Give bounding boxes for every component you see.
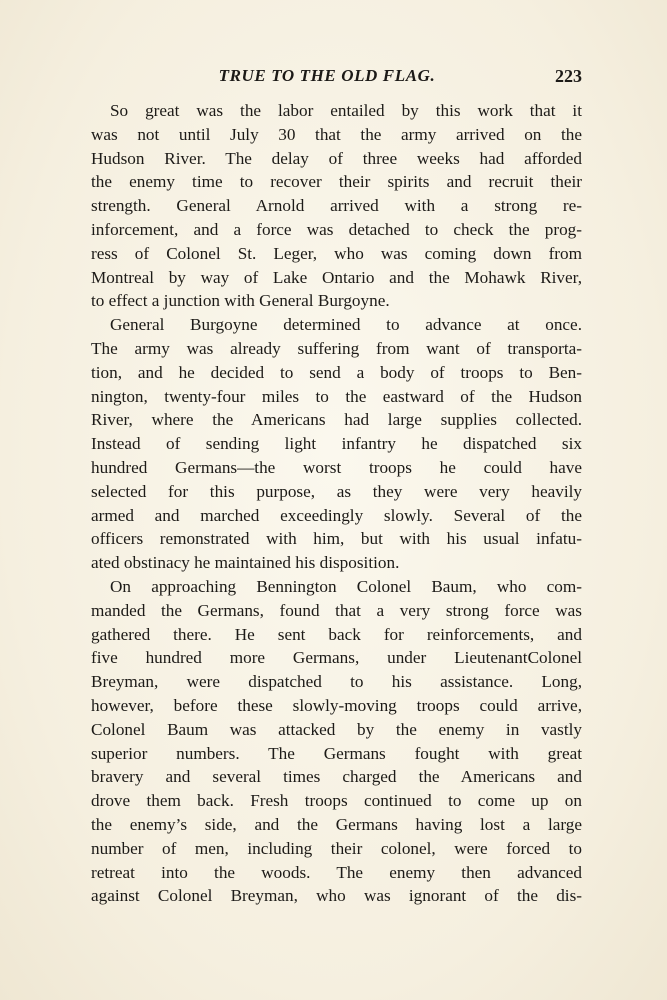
text-line: however, before these slowly-moving troops could arrive, <box>91 695 582 715</box>
text-line: to effect a junction with General Burgoyne. <box>91 291 390 311</box>
text-line: ated obstinacy he maintained his disposition. <box>91 553 400 573</box>
text-line: Instead of sending light infantry he dispatched six <box>91 434 582 454</box>
text-line: five hundred more Germans, under LieutenantColonel <box>91 648 582 668</box>
text-line: The army was already suffering from want of transporta- <box>91 338 582 358</box>
text-line: strength. General Arnold arrived with a strong re- <box>91 196 582 216</box>
text-line: number of men, including their colonel, were forced to <box>91 838 582 858</box>
paragraph <box>72 99 582 313</box>
text-line: On approaching Bennington Colonel Baum, who com- <box>110 576 582 596</box>
text-line: So great was the labor entailed by this work that it <box>110 101 582 120</box>
text-line: selected for this purpose, as they were very heavily <box>91 481 582 501</box>
text-line: retreat into the woods. The enemy then advanced <box>91 862 582 882</box>
text-line: inforcement, and a force was detached to check the prog- <box>91 219 582 239</box>
text-line: Montreal by way of Lake Ontario and the Mohawk River, <box>91 267 582 287</box>
text-line: River, where the Americans had large supplies collected. <box>91 410 582 430</box>
text-line: gathered there. He sent back for reinforcements, and <box>91 624 582 644</box>
text-line: bravery and several times charged the Americans and <box>91 767 582 787</box>
text-line: Colonel Baum was attacked by the enemy in vastly <box>91 719 582 739</box>
text-line: manded the Germans, found that a very strong force was <box>91 600 582 620</box>
text-line: ress of Colonel St. Leger, who was coming down from <box>91 243 582 263</box>
paragraph <box>72 313 582 575</box>
text-line: was not until July 30 that the army arrived on the <box>91 124 582 144</box>
text-line: Breyman, were dispatched to his assistance. Long, <box>91 672 582 692</box>
text-line: the enemy’s side, and the Germans having lost a large <box>91 814 582 834</box>
page-number: 223 <box>555 66 582 86</box>
text-line: superior numbers. The Germans fought with great <box>91 743 582 763</box>
paragraph <box>72 575 582 908</box>
text-line: hundred Germans—the worst troops he could have <box>91 457 582 477</box>
text-line: officers remonstrated with him, but with his usual infatu- <box>91 529 582 549</box>
text-line: armed and marched exceedingly slowly. Several of the <box>91 505 582 525</box>
text-line: against Colonel Breyman, who was ignorant of the dis- <box>91 886 582 906</box>
text-line: General Burgoyne determined to advance at once. <box>110 315 582 335</box>
text-line: nington, twenty-four miles to the eastward of the Hudson <box>91 386 582 406</box>
running-title: TRUE TO THE OLD FLAG. <box>218 66 436 85</box>
text-line: drove them back. Fresh troops continued to come up on <box>91 791 582 811</box>
text-line: Hudson River. The delay of three weeks had afforded <box>91 148 582 168</box>
text-line: the enemy time to recover their spirits and recruit their <box>91 172 582 192</box>
body-text <box>72 99 582 908</box>
text-line: tion, and he decided to send a body of troops to Ben- <box>91 362 582 382</box>
page-header <box>72 66 582 94</box>
